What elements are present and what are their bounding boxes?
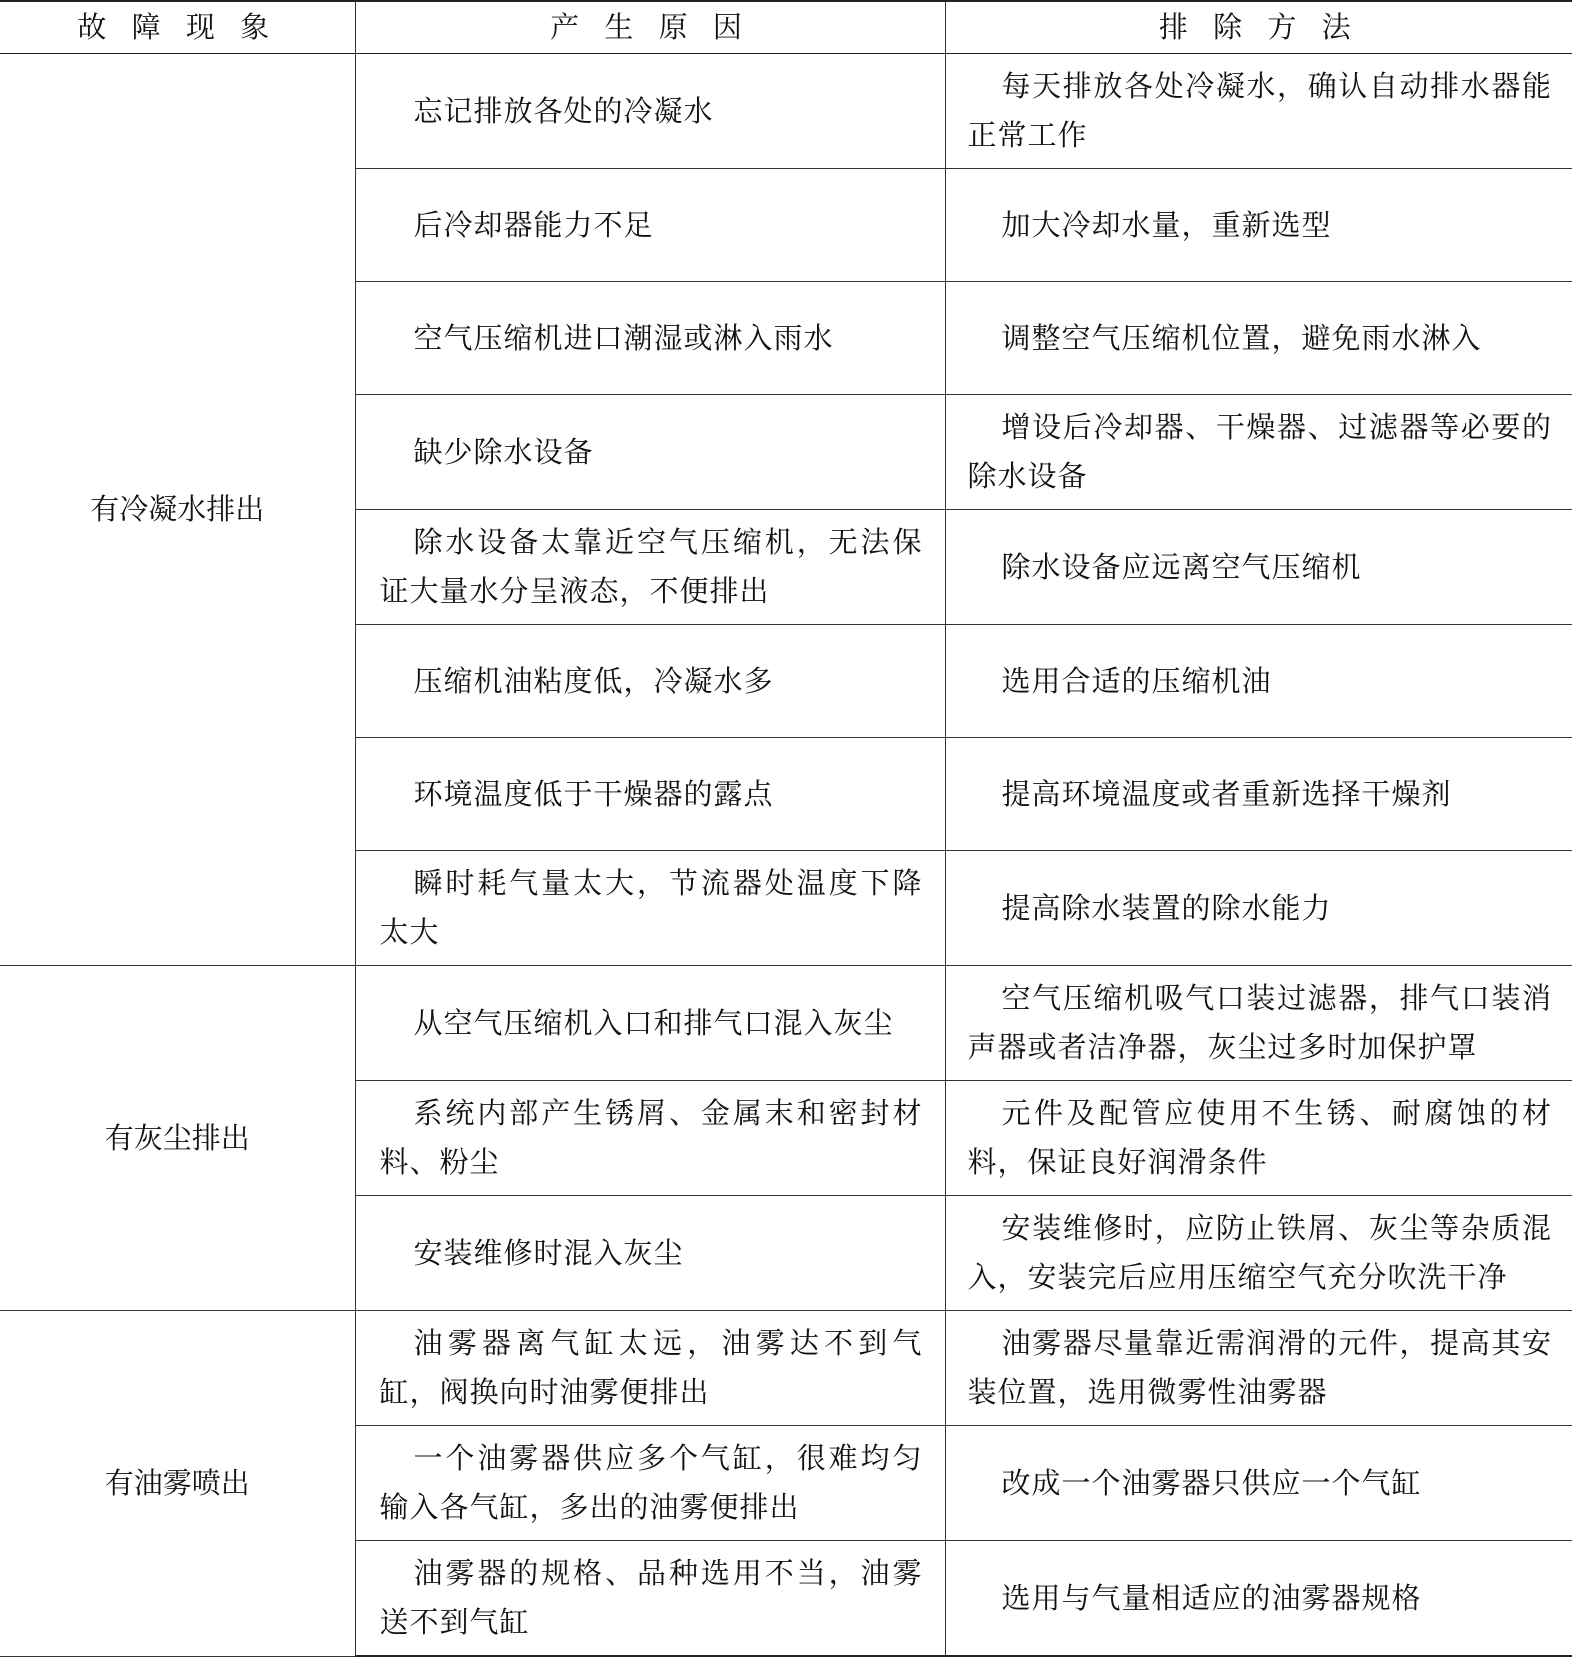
remedy-cell: 元件及配管应使用不生锈、耐腐蚀的材料，保证良好润滑条件	[945, 1081, 1572, 1196]
remedy-cell: 提高除水装置的除水能力	[945, 851, 1572, 966]
cause-cell: 环境温度低于干燥器的露点	[355, 738, 945, 851]
table-row	[0, 54, 1572, 169]
phenomenon-dust: 有灰尘排出	[0, 966, 355, 1311]
cause-cell: 压缩机油粘度低，冷凝水多	[355, 625, 945, 738]
remedy-cell: 空气压缩机吸气口装过滤器，排气口装消声器或者洁净器，灰尘过多时加保护罩	[945, 966, 1572, 1081]
cause-cell: 除水设备太靠近空气压缩机，无法保证大量水分呈液态，不便排出	[355, 510, 945, 625]
cause-cell: 缺少除水设备	[355, 395, 945, 510]
remedy-cell: 油雾器尽量靠近需润滑的元件，提高其安装位置，选用微雾性油雾器	[945, 1311, 1572, 1426]
remedy-cell: 提高环境温度或者重新选择干燥剂	[945, 738, 1572, 851]
cause-cell: 瞬时耗气量太大，节流器处温度下降太大	[355, 851, 945, 966]
cause-cell: 一个油雾器供应多个气缸，很难均匀输入各气缸，多出的油雾便排出	[355, 1426, 945, 1541]
table-row	[0, 1311, 1572, 1426]
phenomenon-oil-mist: 有油雾喷出	[0, 1311, 355, 1657]
cause-cell: 安装维修时混入灰尘	[355, 1196, 945, 1311]
remedy-cell: 改成一个油雾器只供应一个气缸	[945, 1426, 1572, 1541]
cause-cell: 从空气压缩机入口和排气口混入灰尘	[355, 966, 945, 1081]
cause-cell: 油雾器的规格、品种选用不当，油雾送不到气缸	[355, 1541, 945, 1657]
remedy-cell: 增设后冷却器、干燥器、过滤器等必要的除水设备	[945, 395, 1572, 510]
cause-cell: 忘记排放各处的冷凝水	[355, 54, 945, 169]
remedy-cell: 选用合适的压缩机油	[945, 625, 1572, 738]
remedy-cell: 选用与气量相适应的油雾器规格	[945, 1541, 1572, 1657]
header-remedy: 排 除 方 法	[945, 1, 1572, 54]
remedy-cell: 加大冷却水量，重新选型	[945, 169, 1572, 282]
phenomenon-condensate: 有冷凝水排出	[0, 54, 355, 966]
remedy-cell: 安装维修时，应防止铁屑、灰尘等杂质混入，安装完后应用压缩空气充分吹洗干净	[945, 1196, 1572, 1311]
cause-cell: 后冷却器能力不足	[355, 169, 945, 282]
header-cause: 产 生 原 因	[355, 1, 945, 54]
remedy-cell: 每天排放各处冷凝水，确认自动排水器能正常工作	[945, 54, 1572, 169]
header-phenomenon: 故 障 现 象	[0, 1, 355, 54]
header-row	[0, 1, 1572, 54]
cause-cell: 油雾器离气缸太远，油雾达不到气缸，阀换向时油雾便排出	[355, 1311, 945, 1426]
remedy-cell: 调整空气压缩机位置，避免雨水淋入	[945, 282, 1572, 395]
cause-cell: 系统内部产生锈屑、金属末和密封材料、粉尘	[355, 1081, 945, 1196]
table-row	[0, 966, 1572, 1081]
remedy-cell: 除水设备应远离空气压缩机	[945, 510, 1572, 625]
cause-cell: 空气压缩机进口潮湿或淋入雨水	[355, 282, 945, 395]
